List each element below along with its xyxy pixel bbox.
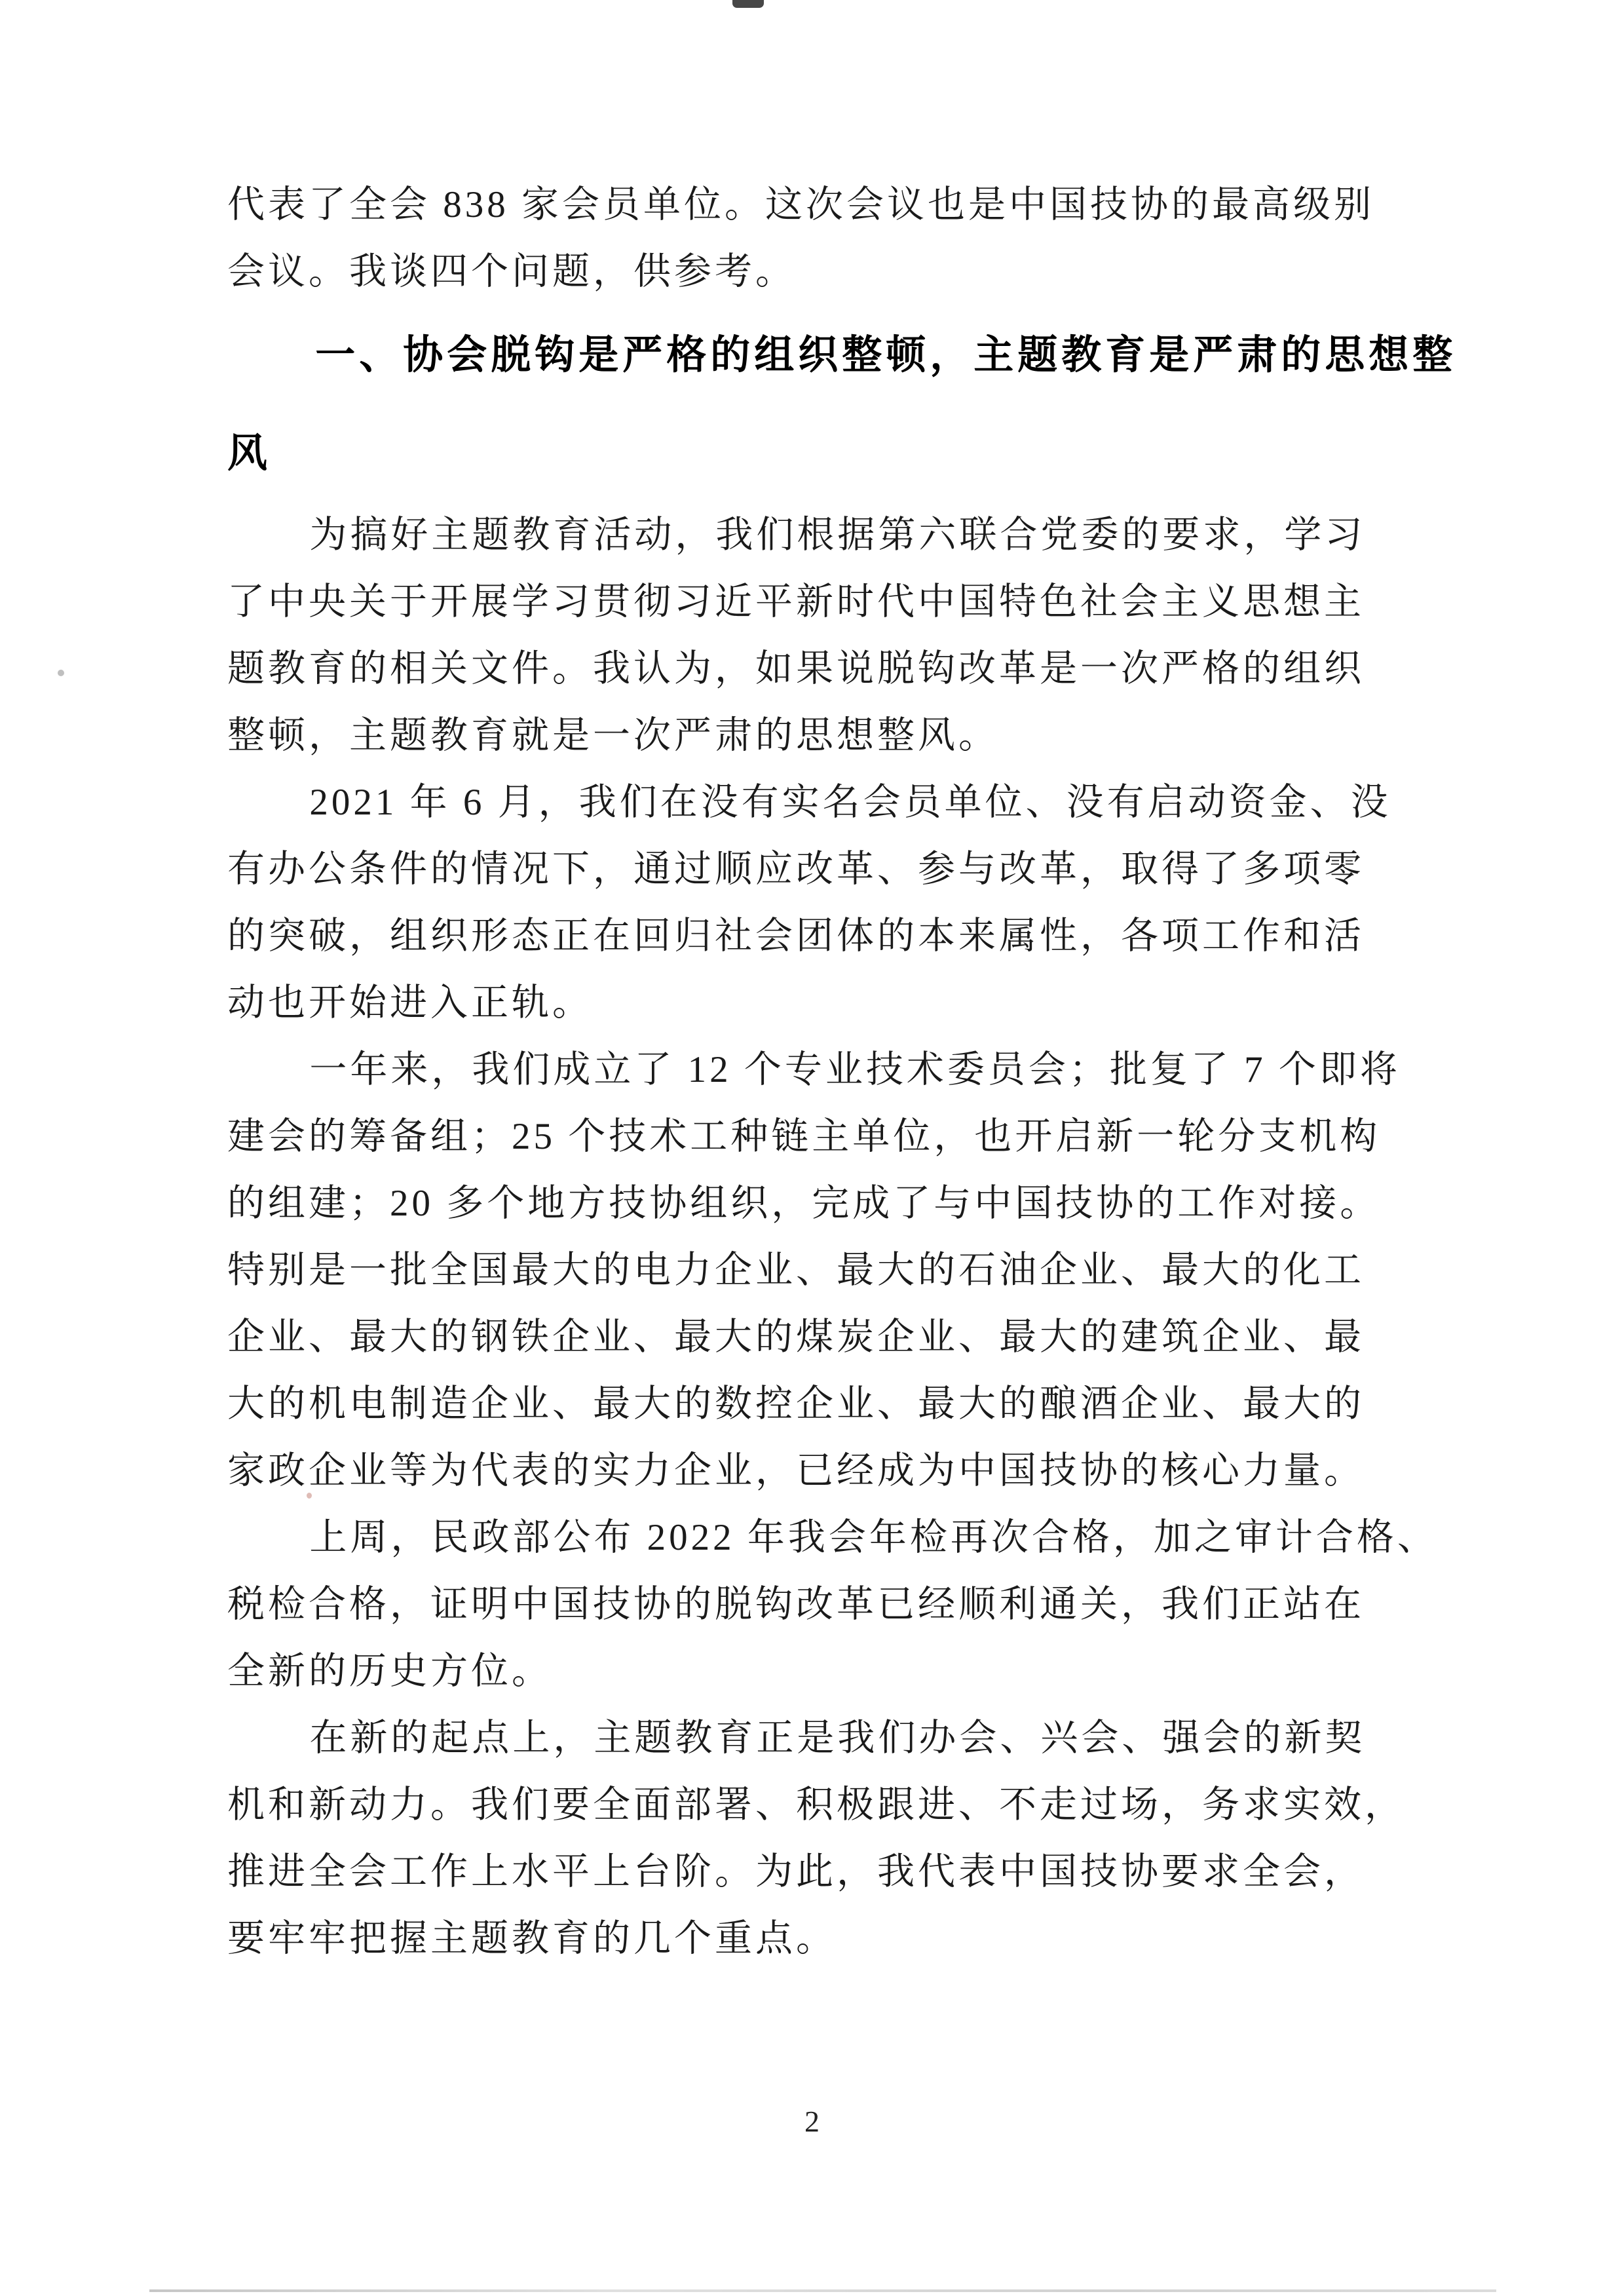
text-line: 税检合格，证明中国技协的脱钩改革已经顺利通关，我们正站在 bbox=[227, 1584, 1365, 1625]
text-line: 在新的起点上，主题教育正是我们办会、兴会、强会的新契 bbox=[309, 1717, 1366, 1759]
heading-line: 风 bbox=[227, 430, 272, 475]
text-line: 的突破，组织形态正在回归社会团体的本来属性，各项工作和活 bbox=[227, 915, 1365, 957]
text-line: 大的机电制造企业、最大的数控企业、最大的酿酒企业、最大的 bbox=[227, 1383, 1365, 1425]
heading-line: 一、协会脱钩是严格的组织整顿，主题教育是严肃的思想整 bbox=[315, 332, 1457, 377]
text-line: 为搞好主题教育活动，我们根据第六联合党委的要求，学习 bbox=[309, 514, 1366, 556]
text-line: 整顿，主题教育就是一次严肃的思想整风。 bbox=[227, 715, 999, 756]
text-line: 机和新动力。我们要全面部署、积极跟进、不走过场，务求实效， bbox=[227, 1784, 1405, 1826]
text-line: 代表了全会 838 家会员单位。这次会议也是中国技协的最高级别 bbox=[227, 184, 1374, 225]
text-line: 了中央关于开展学习贯彻习近平新时代中国特色社会主义思想主 bbox=[227, 581, 1365, 622]
text-line: 题教育的相关文件。我认为，如果说脱钩改革是一次严格的组织 bbox=[227, 648, 1365, 689]
text-line: 动也开始进入正轨。 bbox=[227, 982, 593, 1024]
text-line: 上周，民政部公布 2022 年我会年检再次合格，加之审计合格、 bbox=[309, 1517, 1438, 1558]
text-line: 家政企业等为代表的实力企业，已经成为中国技协的核心力量。 bbox=[227, 1450, 1365, 1491]
text-line: 会议。我谈四个问题，供参考。 bbox=[227, 251, 796, 292]
scan-artifact-dot bbox=[58, 670, 64, 676]
scan-artifact-bottom-line bbox=[149, 2289, 1496, 2292]
scan-artifact-top-mark bbox=[732, 0, 764, 8]
text-line: 的组建；20 多个地方技协组织，完成了与中国技协的工作对接。 bbox=[227, 1183, 1381, 1224]
text-line: 推进全会工作上水平上台阶。为此，我代表中国技协要求全会， bbox=[227, 1851, 1365, 1892]
text-line: 一年来，我们成立了 12 个专业技术委员会；批复了 7 个即将 bbox=[309, 1049, 1401, 1090]
text-line: 特别是一批全国最大的电力企业、最大的石油企业、最大的化工 bbox=[227, 1250, 1365, 1291]
text-line: 全新的历史方位。 bbox=[227, 1651, 552, 1692]
text-line: 2021 年 6 月，我们在没有实名会员单位、没有启动资金、没 bbox=[309, 782, 1391, 823]
text-line: 有办公条件的情况下，通过顺应改革、参与改革，取得了多项零 bbox=[227, 849, 1365, 890]
page-number: 2 bbox=[804, 2105, 820, 2138]
text-line: 要牢牢把握主题教育的几个重点。 bbox=[227, 1918, 837, 1959]
document-body bbox=[227, 172, 1457, 1972]
text-line: 建会的筹备组；25 个技术工种链主单位，也开启新一轮分支机构 bbox=[227, 1116, 1381, 1157]
text-line: 企业、最大的钢铁企业、最大的煤炭企业、最大的建筑企业、最 bbox=[227, 1316, 1365, 1358]
